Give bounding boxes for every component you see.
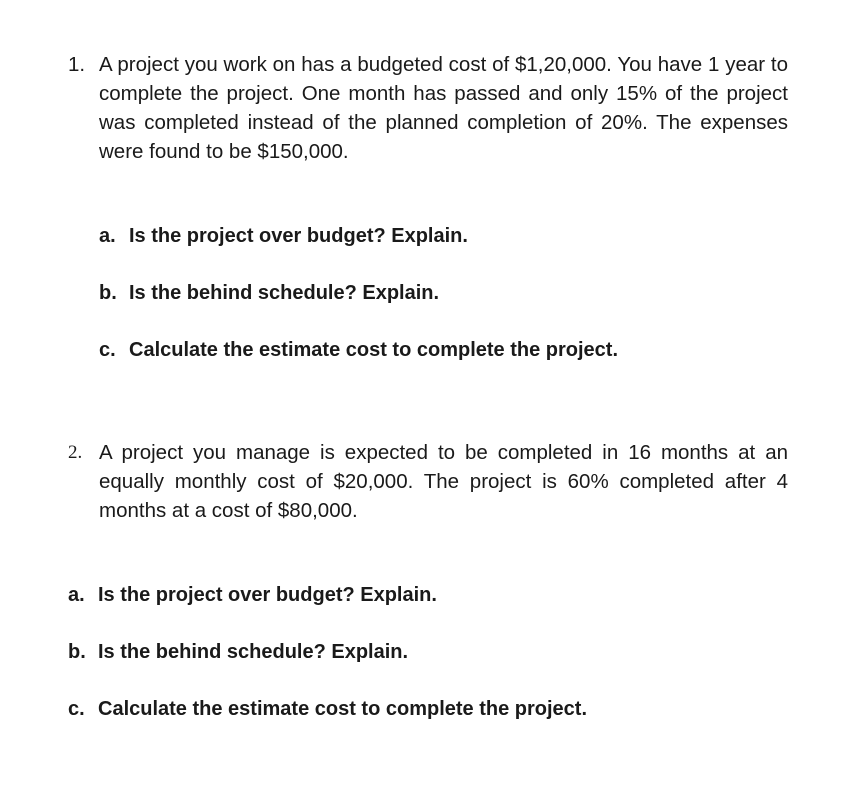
question-2-part-b (68, 639, 408, 665)
question-number: 2. (68, 442, 83, 463)
question-2-part-a (68, 582, 437, 608)
question-1 (68, 50, 788, 166)
question-1-part-b (99, 280, 439, 306)
part-letter: b. (99, 282, 117, 304)
part-text: Is the behind schedule? Explain. (129, 282, 440, 304)
part-letter: a. (68, 584, 85, 606)
part-text: Is the project over budget? Explain. (129, 225, 468, 247)
part-letter: c. (68, 698, 85, 720)
part-letter: b. (68, 641, 86, 663)
part-text: Calculate the estimate cost to complete the project. (98, 698, 588, 720)
question-2 (68, 438, 788, 525)
part-letter: c. (99, 339, 116, 361)
part-text: Calculate the estimate cost to complete the project. (129, 339, 619, 361)
question-1-part-c (99, 337, 618, 363)
question-number: 1. (68, 53, 86, 76)
question-1-part-a (99, 223, 468, 249)
part-text: Is the behind schedule? Explain. (98, 641, 409, 663)
question-2-part-c (68, 696, 587, 722)
question-text: A project you manage is expected to be completed in 16 months at an equally monthly cost of $20,000. The project is 60% completed after 4 months at a cost of $80,000. (99, 441, 788, 522)
part-letter: a. (99, 225, 116, 247)
question-text: A project you work on has a budgeted cost of $1,20,000. You have 1 year to complete the project. One month has passed and only 15% of the project was completed instead of the planned completion of 20%. The expenses were found to be $150,000. (99, 53, 788, 163)
part-text: Is the project over budget? Explain. (98, 584, 437, 606)
